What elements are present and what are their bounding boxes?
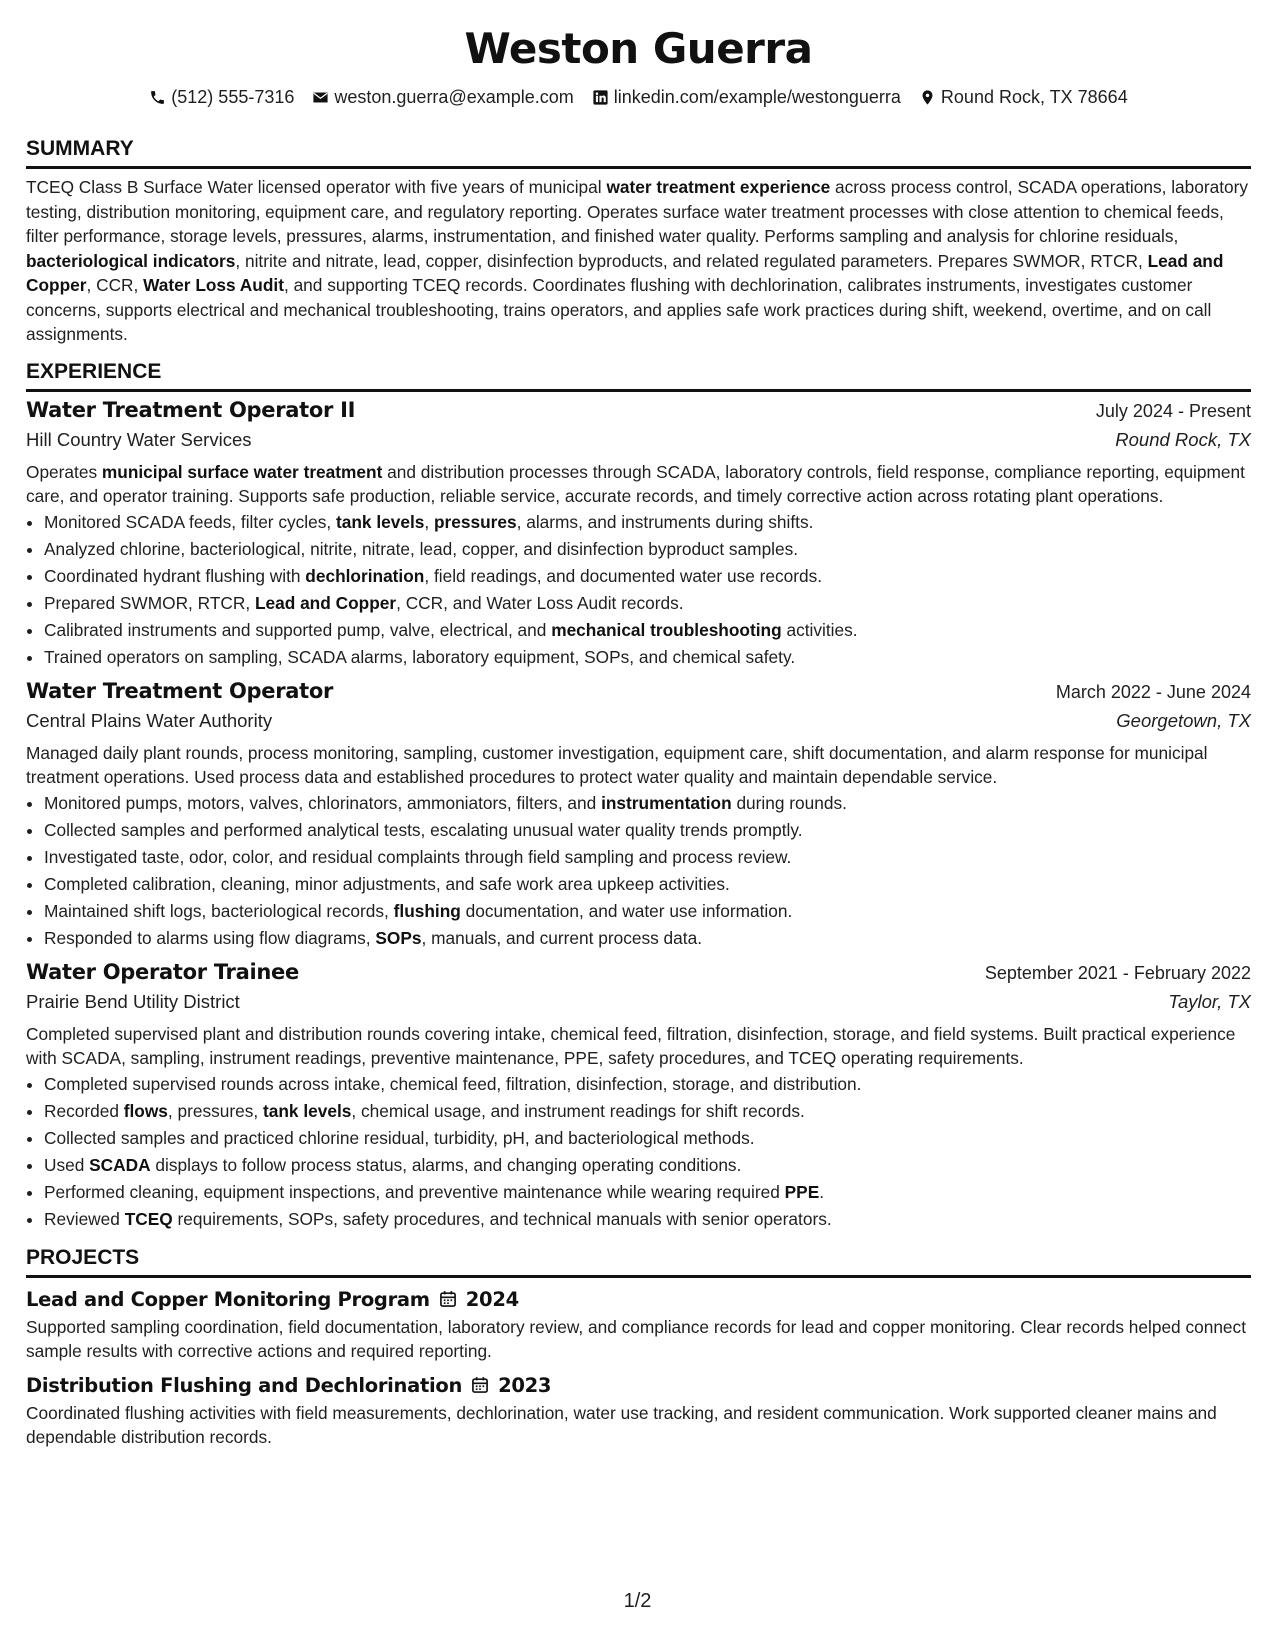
text-run: Investigated taste, odor, color, and residual complaints through field sampling and process review.	[44, 846, 792, 867]
job-title: Water Treatment Operator II	[26, 397, 356, 422]
bullet-item	[44, 617, 1251, 644]
job-description	[26, 460, 1251, 509]
job-location: Taylor, TX	[1168, 990, 1251, 1012]
text-run: Managed daily plant rounds, process monitoring, sampling, customer investigation, equipment care, shift documentation, and alarm response for municipal treatment operations. Used process data and established procedures to protect water quality and maintain dependable service.	[26, 742, 1208, 787]
job-title: Water Treatment Operator	[26, 678, 334, 703]
emphasis-text: Water Loss Audit	[143, 275, 284, 295]
bullet-item	[44, 509, 1251, 536]
emphasis-text: Lead and Copper	[254, 592, 397, 613]
job-title: Water Operator Trainee	[26, 959, 299, 984]
bullet-item	[44, 790, 1251, 817]
phone-text: (512) 555-7316	[171, 87, 295, 107]
text-run: Monitored SCADA feeds, filter cycles,	[44, 511, 336, 532]
emphasis-text: mechanical troubleshooting	[551, 619, 782, 640]
bullet-item	[44, 1152, 1251, 1179]
text-run: Collected samples and performed analytical tests, escalating unusual water quality trends promptly.	[44, 819, 803, 840]
phone-icon	[149, 89, 166, 106]
job-description	[26, 1022, 1251, 1071]
experience-section	[26, 359, 1251, 1233]
text-run: Reviewed	[44, 1208, 125, 1229]
bullet-item	[44, 1098, 1251, 1125]
project-name: Lead and Copper Monitoring Program	[26, 1287, 430, 1311]
envelope-icon	[312, 89, 329, 106]
emphasis-text: Lead and Copper	[26, 250, 1224, 295]
text-run: across process control, SCADA operations, laboratory testing, distribution monitoring, equipment care, and regulatory reporting. Operates surface water treatment processes with close attention to chemical feeds, filter performance, storage levels, pressures, alarms, instrumentation, and finished water quality. Performs sampling and analysis for chlorine residuals,	[26, 177, 1249, 246]
bullet-item	[44, 536, 1251, 563]
emphasis-text: flushing	[393, 900, 461, 921]
emphasis-text: SCADA	[89, 1154, 151, 1175]
summary-text	[26, 175, 1251, 347]
bullet-item	[44, 563, 1251, 590]
job-entry	[26, 960, 1251, 1233]
text-run: Used	[44, 1154, 90, 1175]
text-run: during rounds.	[731, 792, 847, 813]
text-run: Recorded	[44, 1100, 124, 1121]
project-year: 2023	[498, 1373, 552, 1397]
job-company: Hill Country Water Services	[26, 428, 252, 450]
text-run: Trained operators on sampling, SCADA alarms, laboratory equipment, SOPs, and chemical safety.	[44, 646, 796, 667]
resume-page	[26, 18, 1251, 1450]
bullet-item	[44, 871, 1251, 898]
map-pin-icon	[919, 89, 936, 106]
project-name: Distribution Flushing and Dechlorination	[26, 1373, 463, 1397]
text-run: Maintained shift logs, bacteriological records,	[44, 900, 394, 921]
emphasis-text: tank levels	[335, 511, 425, 532]
job-bullets	[26, 790, 1251, 952]
job-company: Central Plains Water Authority	[26, 709, 273, 731]
text-run: , field readings, and documented water use records.	[424, 565, 823, 586]
text-run: requirements, SOPs, safety procedures, and technical manuals with senior operators.	[172, 1208, 832, 1229]
job-location: Georgetown, TX	[1116, 709, 1251, 731]
section-title-experience: EXPERIENCE	[26, 359, 1251, 392]
bullet-item	[44, 925, 1251, 952]
text-run: , CCR, and Water Loss Audit records.	[396, 592, 684, 613]
job-location: Round Rock, TX	[1115, 428, 1251, 450]
text-run: , alarms, and instruments during shifts.	[516, 511, 814, 532]
text-run: , CCR,	[86, 275, 144, 295]
contact-linkedin[interactable]	[592, 86, 901, 108]
text-run: Calibrated instruments and supported pump, valve, electrical, and	[44, 619, 552, 640]
text-run: documentation, and water use information.	[460, 900, 793, 921]
contact-bar	[26, 86, 1251, 108]
text-run: activities.	[781, 619, 858, 640]
section-title-summary: SUMMARY	[26, 136, 1251, 169]
project-entry	[26, 1288, 1251, 1364]
bullet-item	[44, 898, 1251, 925]
job-entry	[26, 679, 1251, 952]
calendar-icon	[438, 1289, 458, 1309]
bullet-item	[44, 1179, 1251, 1206]
text-run: , manuals, and current process data.	[421, 927, 702, 948]
bullet-item	[44, 644, 1251, 671]
emphasis-text: tank levels	[263, 1100, 352, 1121]
text-run: Analyzed chlorine, bacteriological, nitrite, nitrate, lead, copper, and disinfection byproduct samples.	[44, 538, 799, 559]
job-bullets	[26, 509, 1251, 671]
emphasis-text: TCEQ	[124, 1208, 173, 1229]
project-year: 2024	[465, 1287, 519, 1311]
linkedin-text: linkedin.com/example/westonguerra	[613, 87, 901, 107]
linkedin-icon	[592, 89, 609, 106]
text-run: TCEQ Class B Surface Water licensed operator with five years of municipal	[26, 177, 607, 197]
text-run: Completed supervised rounds across intake, chemical feed, filtration, disinfection, storage, and distribution.	[44, 1073, 862, 1094]
text-run: and distribution processes through SCADA, laboratory controls, field response, compliance reporting, equipment care, and operator training. Supports safe production, reliable service, accurate records, and timely corrective action across rotating plant operations.	[26, 461, 1245, 506]
job-description	[26, 741, 1251, 790]
text-run: , and supporting TCEQ records. Coordinates flushing with dechlorination, calibrates instruments, investigates customer concerns, supports electrical and mechanical troubleshooting, trains operators, and applies safe work practices during shift, weekend, overtime, and on call assignments.	[26, 275, 1212, 344]
text-run: Monitored pumps, motors, valves, chlorinators, ammoniators, filters, and	[44, 792, 602, 813]
emphasis-text: water treatment experience	[606, 177, 831, 197]
emphasis-text: municipal surface water treatment	[101, 461, 383, 482]
text-run: Prepared SWMOR, RTCR,	[44, 592, 255, 613]
text-run: ,	[424, 511, 434, 532]
text-run: displays to follow process status, alarms, and changing operating conditions.	[150, 1154, 742, 1175]
bullet-item	[44, 844, 1251, 871]
bullet-item	[44, 590, 1251, 617]
project-entry	[26, 1374, 1251, 1450]
projects-section	[26, 1245, 1251, 1450]
emphasis-text: PPE	[784, 1181, 820, 1202]
page-number: 1/2	[623, 1590, 652, 1612]
email-text: weston.guerra@example.com	[334, 87, 574, 107]
emphasis-text: SOPs	[375, 927, 422, 948]
emphasis-text: flows	[123, 1100, 168, 1121]
job-dates: March 2022 - June 2024	[1055, 681, 1251, 702]
calendar-icon	[470, 1375, 490, 1395]
text-run: , chemical usage, and instrument readings for shift records.	[351, 1100, 805, 1121]
job-dates: July 2024 - Present	[1095, 400, 1251, 421]
section-title-projects: PROJECTS	[26, 1245, 1251, 1278]
text-run: Completed supervised plant and distribution rounds covering intake, chemical feed, filtration, disinfection, storage, and field systems. Built practical experience with SCADA, sampling, instrument readings, preventive maintenance, PPE, safety procedures, and TCEQ operating requirements.	[26, 1023, 1236, 1068]
text-run: Collected samples and practiced chlorine residual, turbidity, pH, and bacteriological methods.	[44, 1127, 755, 1148]
contact-phone[interactable]	[149, 86, 294, 108]
bullet-item	[44, 1125, 1251, 1152]
text-run: Operates	[26, 461, 102, 482]
emphasis-text: pressures	[433, 511, 517, 532]
contact-location	[919, 86, 1128, 108]
job-entry	[26, 398, 1251, 671]
text-run: Performed cleaning, equipment inspections, and preventive maintenance while wearing required	[44, 1181, 785, 1202]
text-run: .	[819, 1181, 825, 1202]
candidate-name: Weston Guerra	[464, 24, 813, 73]
text-run: Responded to alarms using flow diagrams,	[44, 927, 376, 948]
summary-section	[26, 136, 1251, 347]
bullet-item	[44, 1071, 1251, 1098]
location-text: Round Rock, TX 78664	[940, 87, 1128, 107]
job-company: Prairie Bend Utility District	[26, 990, 240, 1012]
emphasis-text: instrumentation	[601, 792, 732, 813]
job-bullets	[26, 1071, 1251, 1233]
emphasis-text: bacteriological indicators	[26, 250, 236, 271]
bullet-item	[44, 817, 1251, 844]
text-run: Coordinated hydrant flushing with	[44, 565, 306, 586]
text-run: , pressures,	[167, 1100, 263, 1121]
contact-email[interactable]	[312, 86, 573, 108]
emphasis-text: dechlorination	[305, 565, 425, 586]
bullet-item	[44, 1206, 1251, 1233]
job-dates: September 2021 - February 2022	[984, 962, 1251, 983]
text-run: Completed calibration, cleaning, minor adjustments, and safe work area upkeep activities.	[44, 873, 730, 894]
project-description: Supported sampling coordination, field documentation, laboratory review, and compliance records for lead and copper monitoring. Clear records helped connect sample results with corrective actions and required reporting.	[26, 1316, 1246, 1361]
project-description: Coordinated flushing activities with field measurements, dechlorination, water use tracking, and resident communication. Work supported cleaner mains and dependable distribution records.	[26, 1402, 1217, 1447]
text-run: , nitrite and nitrate, lead, copper, disinfection byproducts, and related regulated parameters. Prepares SWMOR, RTCR,	[235, 250, 1148, 271]
